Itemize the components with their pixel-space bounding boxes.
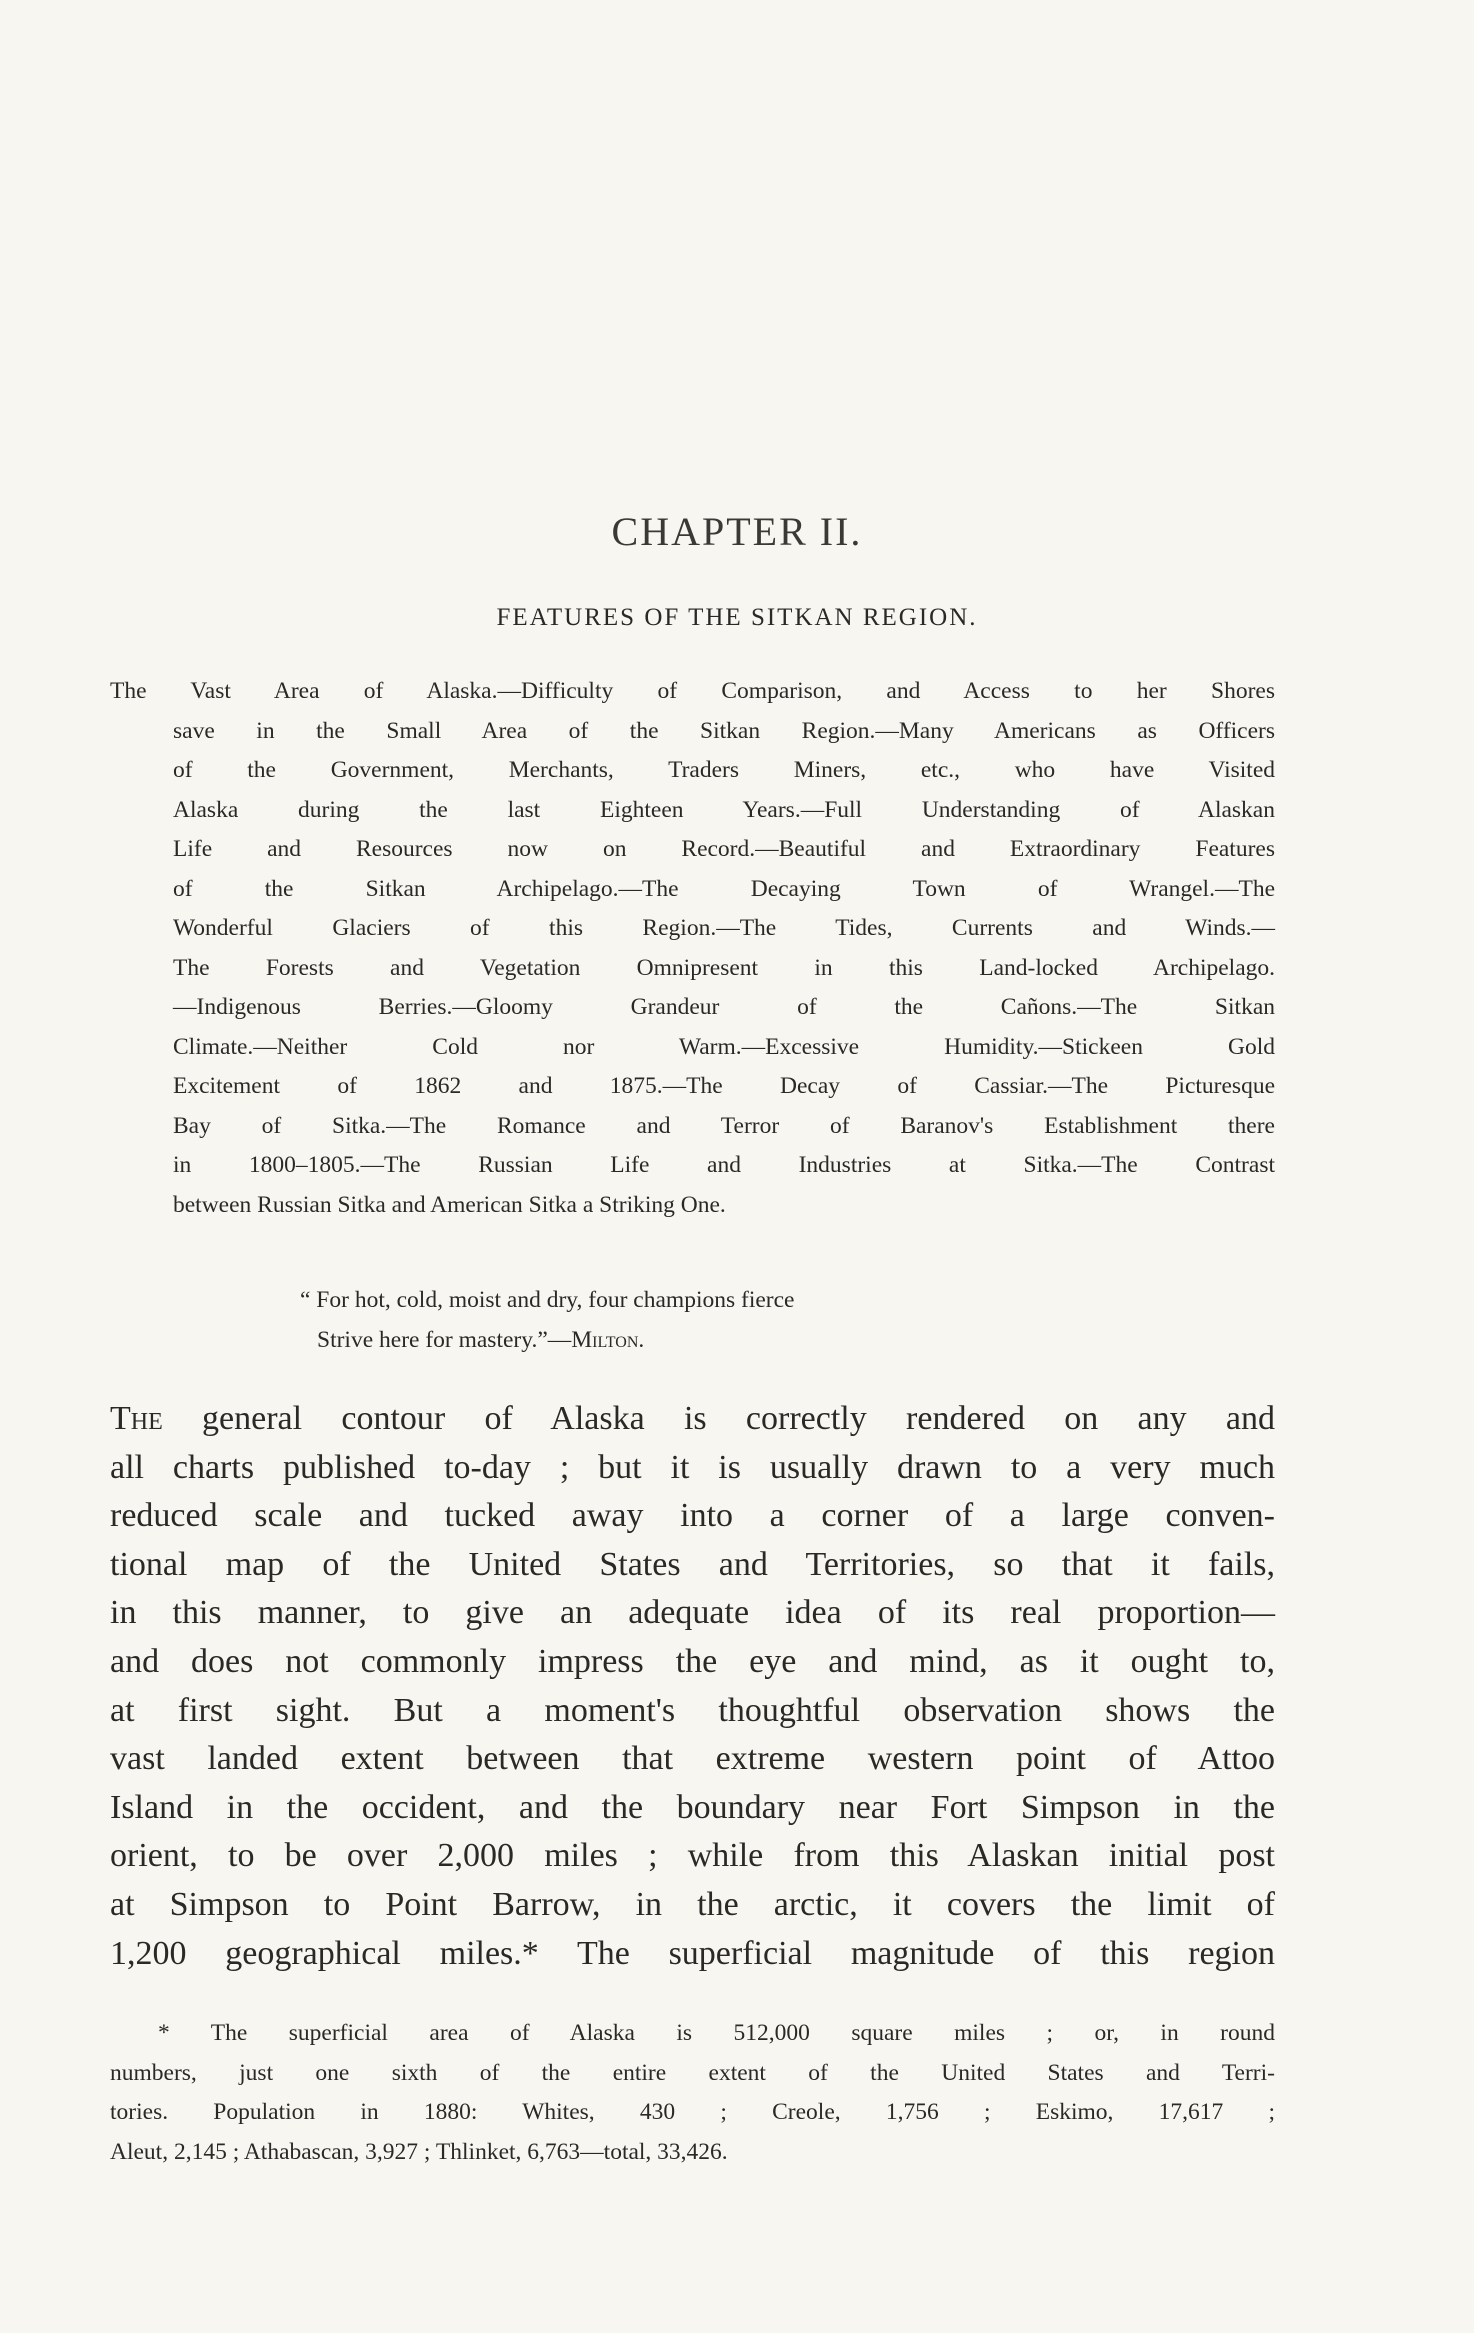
footnote-line: * The superficial area of Alaska is 512,000 square miles ; or, in round <box>158 2020 1275 2046</box>
body-line: orient, to be over 2,000 miles ; while from this Alaskan initial post <box>110 1837 1275 1875</box>
epigraph <box>300 1280 1200 1360</box>
chapter-title: CHAPTER II. <box>611 509 863 554</box>
body-line: reduced scale and tucked away into a corner of a large conven- <box>110 1497 1275 1535</box>
epigraph-line: “ For hot, cold, moist and dry, four champions fierce <box>300 1287 795 1313</box>
body-line <box>110 1395 1275 1444</box>
body-line: Island in the occident, and the boundary near Fort Simpson in the <box>110 1788 1275 1826</box>
chapter-subtitle: FEATURES OF THE SITKAN REGION. <box>496 604 978 631</box>
synopsis-line: Climate.—Neither Cold nor Warm.—Excessive Humidity.—Stickeen Gold <box>173 1033 1275 1060</box>
body-line: 1,200 geographical miles.* The superficial magnitude of this region <box>110 1934 1275 1972</box>
synopsis-line: between Russian Sitka and American Sitka a Striking One. <box>173 1191 726 1218</box>
synopsis-line: —Indigenous Berries.—Gloomy Grandeur of the Cañons.—The Sitkan <box>173 994 1275 1020</box>
synopsis-line: Wonderful Glaciers of this Region.—The Tides, Currents and Winds.— <box>173 915 1275 941</box>
footnote-line: tories. Population in 1880: Whites, 430 ; Creole, 1,756 ; Eskimo, 17,617 ; <box>110 2099 1275 2125</box>
synopsis-line: Excitement of 1862 and 1875.—The Decay of Cassiar.—The Picturesque <box>173 1073 1275 1099</box>
body-line-text: general contour of Alaska is correctly rendered on any and <box>162 1400 1275 1437</box>
epigraph-line <box>317 1320 1200 1360</box>
body-line: vast landed extent between that extreme western point of Attoo <box>110 1740 1275 1778</box>
body-text <box>110 1395 1275 1978</box>
synopsis-line: save in the Small Area of the Sitkan Region.—Many Americans as Officers <box>173 717 1275 744</box>
chapter-synopsis <box>110 672 1275 1225</box>
synopsis-line: in 1800–1805.—The Russian Life and Industries at Sitka.—The Contrast <box>173 1152 1275 1178</box>
synopsis-line: of the Government, Merchants, Traders Miners, etc., who have Visited <box>173 757 1275 783</box>
synopsis-line: The Forests and Vegetation Omnipresent in this Land-locked Archipelago. <box>173 954 1275 981</box>
body-line: all charts published to-day ; but it is usually drawn to a very much <box>110 1448 1275 1486</box>
body-line: tional map of the United States and Territories, so that it fails, <box>110 1545 1275 1583</box>
epigraph-text: Strive here for mastery.”— <box>317 1327 572 1353</box>
synopsis-line: Bay of Sitka.—The Romance and Terror of Baranov's Establishment there <box>173 1112 1275 1139</box>
footnote-line: Aleut, 2,145 ; Athabascan, 3,927 ; Thlinket, 6,763—total, 33,426. <box>110 2138 728 2165</box>
epigraph-author: Milton. <box>571 1327 645 1353</box>
body-line: and does not commonly impress the eye and mind, as it ought to, <box>110 1642 1275 1680</box>
synopsis-line: The Vast Area of Alaska.—Difficulty of Comparison, and Access to her Shores <box>110 678 1275 704</box>
synopsis-line: Life and Resources now on Record.—Beautiful and Extraordinary Features <box>173 836 1275 862</box>
footnote <box>110 2014 1275 2172</box>
footnote-line: numbers, just one sixth of the entire extent of the United States and Terri- <box>110 2059 1275 2086</box>
body-line: in this manner, to give an adequate idea of its real proportion— <box>110 1594 1275 1632</box>
synopsis-line: of the Sitkan Archipelago.—The Decaying Town of Wrangel.—The <box>173 875 1275 902</box>
body-line: at Simpson to Point Barrow, in the arctic, it covers the limit of <box>110 1885 1275 1923</box>
body-first-word: The <box>110 1400 163 1437</box>
body-line: at first sight. But a moment's thoughtful observation shows the <box>110 1691 1275 1729</box>
synopsis-line: Alaska during the last Eighteen Years.—Full Understanding of Alaskan <box>173 796 1275 823</box>
